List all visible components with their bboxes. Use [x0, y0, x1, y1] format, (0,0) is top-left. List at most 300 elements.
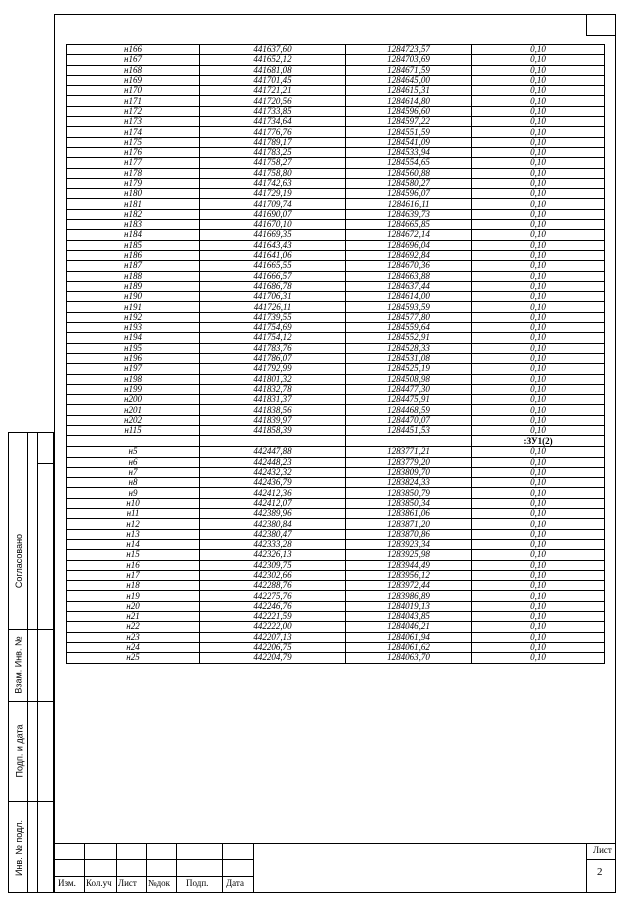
table-row	[67, 395, 605, 405]
y-coordinate: 1284580,27	[346, 178, 472, 188]
point-name: н186	[67, 250, 200, 260]
accuracy: 0,10	[472, 209, 605, 219]
y-coordinate: 1284468,59	[346, 405, 472, 415]
point-name: н6	[67, 457, 200, 467]
x-coordinate: 441739,55	[200, 312, 346, 322]
accuracy: 0,10	[472, 353, 605, 363]
x-coordinate: 442447,88	[200, 447, 346, 457]
x-coordinate: 442206,75	[200, 642, 346, 652]
table-row	[67, 292, 605, 302]
table-row	[67, 302, 605, 312]
accuracy: 0,10	[472, 343, 605, 353]
point-name: н189	[67, 281, 200, 291]
x-coordinate: 441641,06	[200, 250, 346, 260]
accuracy: 0,10	[472, 147, 605, 157]
table-row	[67, 199, 605, 209]
accuracy: 0,10	[472, 498, 605, 508]
x-coordinate: 441720,56	[200, 96, 346, 106]
table-row	[67, 581, 605, 591]
accuracy: 0,10	[472, 230, 605, 240]
sheet-number: 2	[597, 866, 603, 878]
point-name: н17	[67, 570, 200, 580]
point-name: н23	[67, 632, 200, 642]
accuracy: 0,10	[472, 591, 605, 601]
accuracy: 0,10	[472, 581, 605, 591]
accuracy: 0,10	[472, 240, 605, 250]
x-coordinate: 442221,59	[200, 612, 346, 622]
accuracy: 0,10	[472, 632, 605, 642]
x-coordinate: 441709,74	[200, 199, 346, 209]
accuracy: 0,10	[472, 395, 605, 405]
table-row	[67, 323, 605, 333]
data-label: Дата	[226, 878, 244, 888]
left-binding-strip	[8, 432, 54, 893]
x-coordinate: 441783,25	[200, 147, 346, 157]
x-coordinate: 442204,79	[200, 653, 346, 663]
table-row	[67, 560, 605, 570]
y-coordinate: 1284477,30	[346, 384, 472, 394]
x-coordinate: 441681,08	[200, 65, 346, 75]
table-row	[67, 127, 605, 137]
table-row	[67, 261, 605, 271]
y-coordinate: 1284614,00	[346, 292, 472, 302]
x-coordinate: 441831,37	[200, 395, 346, 405]
strip-divider	[37, 433, 38, 892]
table-row	[67, 539, 605, 549]
x-coordinate: 441801,32	[200, 374, 346, 384]
point-name: н9	[67, 488, 200, 498]
x-coordinate: 442222,00	[200, 622, 346, 632]
x-coordinate: 441776,76	[200, 127, 346, 137]
y-coordinate: 1283944,49	[346, 560, 472, 570]
table-row	[67, 509, 605, 519]
x-coordinate: 441686,78	[200, 281, 346, 291]
point-name: н12	[67, 519, 200, 529]
accuracy: 0,10	[472, 333, 605, 343]
accuracy: 0,10	[472, 189, 605, 199]
point-name: н192	[67, 312, 200, 322]
y-coordinate: 1284560,88	[346, 168, 472, 178]
x-coordinate: 441721,21	[200, 86, 346, 96]
x-coordinate: 441758,27	[200, 158, 346, 168]
x-coordinate: 441754,69	[200, 323, 346, 333]
point-name: н22	[67, 622, 200, 632]
y-coordinate: 1284637,44	[346, 281, 472, 291]
ndok-label: №док	[148, 878, 171, 888]
table-row	[67, 281, 605, 291]
point-name: н115	[67, 425, 200, 435]
point-name: н170	[67, 86, 200, 96]
point-name: н25	[67, 653, 200, 663]
x-coordinate: 441726,11	[200, 302, 346, 312]
x-coordinate: 441832,78	[200, 384, 346, 394]
x-coordinate: 442389,96	[200, 509, 346, 519]
accuracy: 0,10	[472, 509, 605, 519]
point-name: н166	[67, 45, 200, 55]
kol-uch-label: Кол.уч	[86, 878, 112, 888]
point-name: н169	[67, 75, 200, 85]
accuracy: 0,10	[472, 642, 605, 652]
orig-inv-label: Инв. № подл.	[14, 819, 24, 876]
point-name: н20	[67, 601, 200, 611]
table-row	[67, 271, 605, 281]
table-row	[67, 353, 605, 363]
section-label: :ЗУ1(2)	[472, 436, 605, 447]
y-coordinate: 1284551,59	[346, 127, 472, 137]
y-coordinate: 1283809,70	[346, 467, 472, 477]
point-name: н13	[67, 529, 200, 539]
y-coordinate: 1284552,91	[346, 333, 472, 343]
point-name: н167	[67, 55, 200, 65]
list-label: Лист	[118, 878, 137, 888]
accuracy: 0,10	[472, 560, 605, 570]
table-row	[67, 488, 605, 498]
section-header	[67, 436, 605, 447]
x-coordinate: 441754,12	[200, 333, 346, 343]
x-coordinate: 441733,85	[200, 106, 346, 116]
accuracy: 0,10	[472, 55, 605, 65]
accuracy: 0,10	[472, 168, 605, 178]
point-name: н184	[67, 230, 200, 240]
x-coordinate: 441734,64	[200, 117, 346, 127]
point-name: н8	[67, 478, 200, 488]
accuracy: 0,10	[472, 425, 605, 435]
table-row	[67, 250, 605, 260]
accuracy: 0,10	[472, 137, 605, 147]
point-name: н198	[67, 374, 200, 384]
y-coordinate: 1283986,89	[346, 591, 472, 601]
sign-date-label: Подп. и дата	[14, 724, 25, 778]
x-coordinate: 441670,10	[200, 220, 346, 230]
podp-label: Подп.	[186, 878, 209, 888]
table-row	[67, 622, 605, 632]
accuracy: 0,10	[472, 292, 605, 302]
table-row	[67, 457, 605, 467]
x-coordinate: 441690,07	[200, 209, 346, 219]
point-name: н15	[67, 550, 200, 560]
point-name: н168	[67, 65, 200, 75]
x-coordinate: 442275,76	[200, 591, 346, 601]
table-row	[67, 96, 605, 106]
y-coordinate: 1283925,98	[346, 550, 472, 560]
point-name: н173	[67, 117, 200, 127]
x-coordinate: 441669,35	[200, 230, 346, 240]
table-row	[67, 312, 605, 322]
table-row	[67, 55, 605, 65]
point-name: н196	[67, 353, 200, 363]
title-block	[54, 843, 616, 893]
y-coordinate: 1284596,07	[346, 189, 472, 199]
point-name: н201	[67, 405, 200, 415]
table-row	[67, 137, 605, 147]
accuracy: 0,10	[472, 384, 605, 394]
point-name: н187	[67, 261, 200, 271]
point-name: н188	[67, 271, 200, 281]
point-name: н14	[67, 539, 200, 549]
point-name: н21	[67, 612, 200, 622]
point-name: н24	[67, 642, 200, 652]
y-coordinate: 1284577,80	[346, 312, 472, 322]
x-coordinate: 442380,84	[200, 519, 346, 529]
x-coordinate: 441786,07	[200, 353, 346, 363]
point-name: н177	[67, 158, 200, 168]
accuracy: 0,10	[472, 478, 605, 488]
inv-replace-label: Взам. Инв. №	[14, 636, 25, 694]
table-row	[67, 343, 605, 353]
x-coordinate: 442207,13	[200, 632, 346, 642]
x-coordinate: 442448,23	[200, 457, 346, 467]
accuracy: 0,10	[472, 457, 605, 467]
x-coordinate: 442412,07	[200, 498, 346, 508]
x-coordinate: 441789,17	[200, 137, 346, 147]
y-coordinate: 1283972,44	[346, 581, 472, 591]
accuracy: 0,10	[472, 374, 605, 384]
x-coordinate: 441792,99	[200, 364, 346, 374]
point-name: н18	[67, 581, 200, 591]
y-coordinate: 1284614,80	[346, 96, 472, 106]
y-coordinate: 1284639,73	[346, 209, 472, 219]
x-coordinate: 441637,60	[200, 45, 346, 55]
corner-stamp-box	[586, 14, 616, 36]
table-row	[67, 220, 605, 230]
x-coordinate: 442246,76	[200, 601, 346, 611]
y-coordinate: 1284019,13	[346, 601, 472, 611]
point-name: н191	[67, 302, 200, 312]
point-name: н10	[67, 498, 200, 508]
coordinates-table	[66, 44, 605, 664]
table-row	[67, 601, 605, 611]
y-coordinate: 1284616,11	[346, 199, 472, 209]
strip-line	[37, 463, 53, 464]
x-coordinate: 441665,55	[200, 261, 346, 271]
table-row	[67, 591, 605, 601]
accuracy: 0,10	[472, 570, 605, 580]
table-row	[67, 384, 605, 394]
table-row	[67, 333, 605, 343]
point-name: н19	[67, 591, 200, 601]
table-row	[67, 529, 605, 539]
point-name: н181	[67, 199, 200, 209]
y-coordinate: 1283779,20	[346, 457, 472, 467]
table-row	[67, 240, 605, 250]
y-coordinate: 1283861,06	[346, 509, 472, 519]
point-name: н5	[67, 447, 200, 457]
accuracy: 0,10	[472, 415, 605, 425]
table-row	[67, 230, 605, 240]
y-coordinate: 1283956,12	[346, 570, 472, 580]
x-coordinate: 442326,13	[200, 550, 346, 560]
table-row	[67, 550, 605, 560]
y-coordinate: 1284061,62	[346, 642, 472, 652]
agreed-label: Согласовано	[14, 533, 24, 589]
x-coordinate: 441838,56	[200, 405, 346, 415]
table-row	[67, 209, 605, 219]
x-coordinate: 442412,36	[200, 488, 346, 498]
y-coordinate: 1284593,59	[346, 302, 472, 312]
table-row	[67, 425, 605, 435]
accuracy: 0,10	[472, 178, 605, 188]
point-name: н200	[67, 395, 200, 405]
accuracy: 0,10	[472, 117, 605, 127]
point-name: н199	[67, 384, 200, 394]
x-coordinate: 442288,76	[200, 581, 346, 591]
table-row	[67, 158, 605, 168]
x-coordinate: 441839,97	[200, 415, 346, 425]
accuracy: 0,10	[472, 271, 605, 281]
y-coordinate: 1283824,33	[346, 478, 472, 488]
accuracy: 0,10	[472, 467, 605, 477]
table-row	[67, 364, 605, 374]
point-name: н176	[67, 147, 200, 157]
point-name: н7	[67, 467, 200, 477]
point-name: н194	[67, 333, 200, 343]
accuracy: 0,10	[472, 127, 605, 137]
point-name: н172	[67, 106, 200, 116]
y-coordinate: 1284541,09	[346, 137, 472, 147]
x-coordinate: 441666,57	[200, 271, 346, 281]
y-coordinate: 1284692,84	[346, 250, 472, 260]
accuracy: 0,10	[472, 250, 605, 260]
point-name: н183	[67, 220, 200, 230]
table-row	[67, 178, 605, 188]
y-coordinate: 1284508,98	[346, 374, 472, 384]
y-coordinate: 1283871,20	[346, 519, 472, 529]
accuracy: 0,10	[472, 261, 605, 271]
x-coordinate: 441701,45	[200, 75, 346, 85]
x-coordinate: 441858,39	[200, 425, 346, 435]
x-coordinate: 441706,31	[200, 292, 346, 302]
accuracy: 0,10	[472, 529, 605, 539]
y-coordinate: 1284597,22	[346, 117, 472, 127]
accuracy: 0,10	[472, 312, 605, 322]
accuracy: 0,10	[472, 75, 605, 85]
x-coordinate: 441643,43	[200, 240, 346, 250]
x-coordinate: 442302,66	[200, 570, 346, 580]
accuracy: 0,10	[472, 364, 605, 374]
x-coordinate: 442380,47	[200, 529, 346, 539]
table-row	[67, 147, 605, 157]
table-row	[67, 65, 605, 75]
x-coordinate: 442432,32	[200, 467, 346, 477]
x-coordinate: 441783,76	[200, 343, 346, 353]
x-coordinate: 442333,28	[200, 539, 346, 549]
table-row	[67, 478, 605, 488]
table-row	[67, 86, 605, 96]
table-row	[67, 467, 605, 477]
table-row	[67, 653, 605, 663]
point-name: н178	[67, 168, 200, 178]
table-row	[67, 632, 605, 642]
y-coordinate: 1284451,53	[346, 425, 472, 435]
point-name: н11	[67, 509, 200, 519]
accuracy: 0,10	[472, 601, 605, 611]
accuracy: 0,10	[472, 65, 605, 75]
table-row	[67, 45, 605, 55]
y-coordinate: 1284672,14	[346, 230, 472, 240]
y-coordinate: 1284525,19	[346, 364, 472, 374]
point-name: н195	[67, 343, 200, 353]
y-coordinate: 1284596,60	[346, 106, 472, 116]
point-name: н180	[67, 189, 200, 199]
y-coordinate: 1284043,85	[346, 612, 472, 622]
point-name: н174	[67, 127, 200, 137]
accuracy: 0,10	[472, 550, 605, 560]
point-name: н193	[67, 323, 200, 333]
table-body-bottom	[67, 447, 605, 663]
y-coordinate: 1284663,88	[346, 271, 472, 281]
accuracy: 0,10	[472, 323, 605, 333]
point-name: н16	[67, 560, 200, 570]
accuracy: 0,10	[472, 45, 605, 55]
table-row	[67, 405, 605, 415]
point-name: н171	[67, 96, 200, 106]
accuracy: 0,10	[472, 302, 605, 312]
y-coordinate: 1284559,64	[346, 323, 472, 333]
y-coordinate: 1284528,33	[346, 343, 472, 353]
accuracy: 0,10	[472, 281, 605, 291]
y-coordinate: 1283850,79	[346, 488, 472, 498]
accuracy: 0,10	[472, 519, 605, 529]
y-coordinate: 1283870,86	[346, 529, 472, 539]
y-coordinate: 1284046,21	[346, 622, 472, 632]
y-coordinate: 1283923,34	[346, 539, 472, 549]
x-coordinate: 441742,63	[200, 178, 346, 188]
table-row	[67, 447, 605, 457]
x-coordinate: 442309,75	[200, 560, 346, 570]
y-coordinate: 1284061,94	[346, 632, 472, 642]
y-coordinate: 1284475,91	[346, 395, 472, 405]
x-coordinate: 441652,12	[200, 55, 346, 65]
table-row	[67, 374, 605, 384]
accuracy: 0,10	[472, 96, 605, 106]
x-coordinate: 441758,80	[200, 168, 346, 178]
y-coordinate: 1284671,59	[346, 65, 472, 75]
table-row	[67, 642, 605, 652]
point-name: н185	[67, 240, 200, 250]
table-row	[67, 117, 605, 127]
accuracy: 0,10	[472, 539, 605, 549]
y-coordinate: 1284531,08	[346, 353, 472, 363]
point-name: н190	[67, 292, 200, 302]
accuracy: 0,10	[472, 220, 605, 230]
accuracy: 0,10	[472, 447, 605, 457]
table-row	[67, 415, 605, 425]
y-coordinate: 1284063,70	[346, 653, 472, 663]
y-coordinate: 1284723,57	[346, 45, 472, 55]
accuracy: 0,10	[472, 622, 605, 632]
accuracy: 0,10	[472, 86, 605, 96]
point-name: н202	[67, 415, 200, 425]
accuracy: 0,10	[472, 405, 605, 415]
point-name: н179	[67, 178, 200, 188]
point-name: н182	[67, 209, 200, 219]
y-coordinate: 1284533,94	[346, 147, 472, 157]
y-coordinate: 1284696,04	[346, 240, 472, 250]
accuracy: 0,10	[472, 612, 605, 622]
accuracy: 0,10	[472, 488, 605, 498]
y-coordinate: 1283771,21	[346, 447, 472, 457]
accuracy: 0,10	[472, 158, 605, 168]
table-row	[67, 570, 605, 580]
y-coordinate: 1284665,85	[346, 220, 472, 230]
point-name: н175	[67, 137, 200, 147]
table-row	[67, 498, 605, 508]
table-row	[67, 168, 605, 178]
table-body-top	[67, 45, 605, 436]
izm-label: Изм.	[58, 878, 76, 888]
table-row	[67, 519, 605, 529]
y-coordinate: 1284703,69	[346, 55, 472, 65]
